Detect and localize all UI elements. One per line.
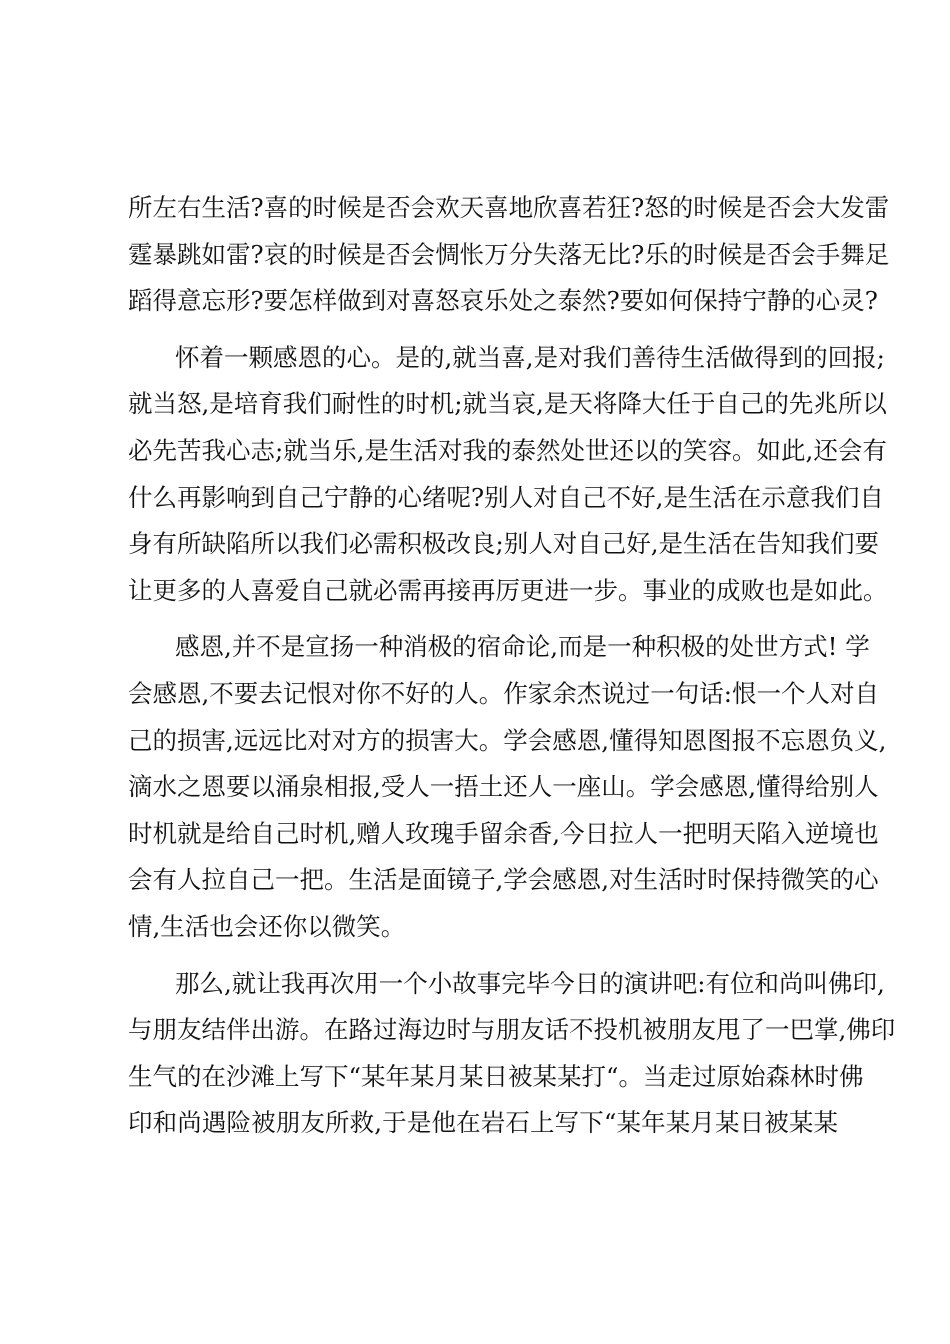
text-line: 什么再影响到自己宁静的心绪呢?别人对自己不好,是生活在示意我们自 [128,482,884,512]
text-line: 就当怒,是培育我们耐性的时机;就当哀,是天将降大任于自己的先兆所以 [128,389,887,419]
text-line: 与朋友结伴出游。在路过海边时与朋友话不投机被朋友甩了一巴掌,佛印 [128,1015,896,1045]
text-line: 霆暴跳如雷?哀的时候是否会惆怅万分失落无比?乐的时候是否会手舞足 [128,239,890,269]
text-line: 会感恩,不要去记恨对你不好的人。作家余杰说过一句话:恨一个人对自 [128,678,880,708]
paragraph-1 [128,185,890,325]
text-line: 情,生活也会还你以微笑。 [128,911,406,941]
text-line: 滴水之恩要以涌泉相报,受人一捂土还人一座山。学会感恩,懂得给别人 [128,772,879,802]
text-line: 让更多的人喜爱自己就必需再接再厉更进一步。事业的成败也是如此。 [128,575,888,605]
text-line: 所左右生活?喜的时候是否会欢天喜地欣喜若狂?怒的时候是否会大发雷 [128,193,890,222]
paragraph-4 [128,961,896,1147]
text-line: 那么,就让我再次用一个小故事完毕今日的演讲吧:有位和尚叫佛印, [175,968,885,998]
text-line: 感恩,并不是宣扬一种消极的宿命论,而是一种积极的处世方式! 学 [175,632,870,662]
text-line: 蹈得意忘形?要怎样做到对喜怒哀乐处之泰然?要如何保持宁静的心灵? [128,286,878,316]
text-line: 时机就是给自己时机,赠人玫瑰手留余香,今日拉人一把明天陷入逆境也 [128,818,879,848]
text-line: 必先苦我心志;就当乐,是生活对我的泰然处世还以的笑容。如此,还会有 [128,435,887,465]
text-line: 己的损害,远远比对对方的损害大。学会感恩,懂得知恩图报不忘恩负义, [128,725,887,755]
text-line: 会有人拉自己一把。生活是面镜子,学会感恩,对生活时时保持微笑的心 [128,865,879,895]
text-line: 印和尚遇险被朋友所救,于是他在岩石上写下“某年某月某日被某某 [128,1108,838,1138]
text-line: 生气的在沙滩上写下“某年某月某日被某某打“。当走过原始森林时佛 [128,1061,864,1091]
paragraph-2 [128,335,888,615]
text-line: 身有所缺陷所以我们必需积极改良;别人对自己好,是生活在告知我们要 [128,529,880,559]
text-line: 怀着一颗感恩的心。是的,就当喜,是对我们善待生活做得到的回报; [175,342,885,372]
document-body [128,185,896,1147]
paragraph-3 [128,624,887,950]
